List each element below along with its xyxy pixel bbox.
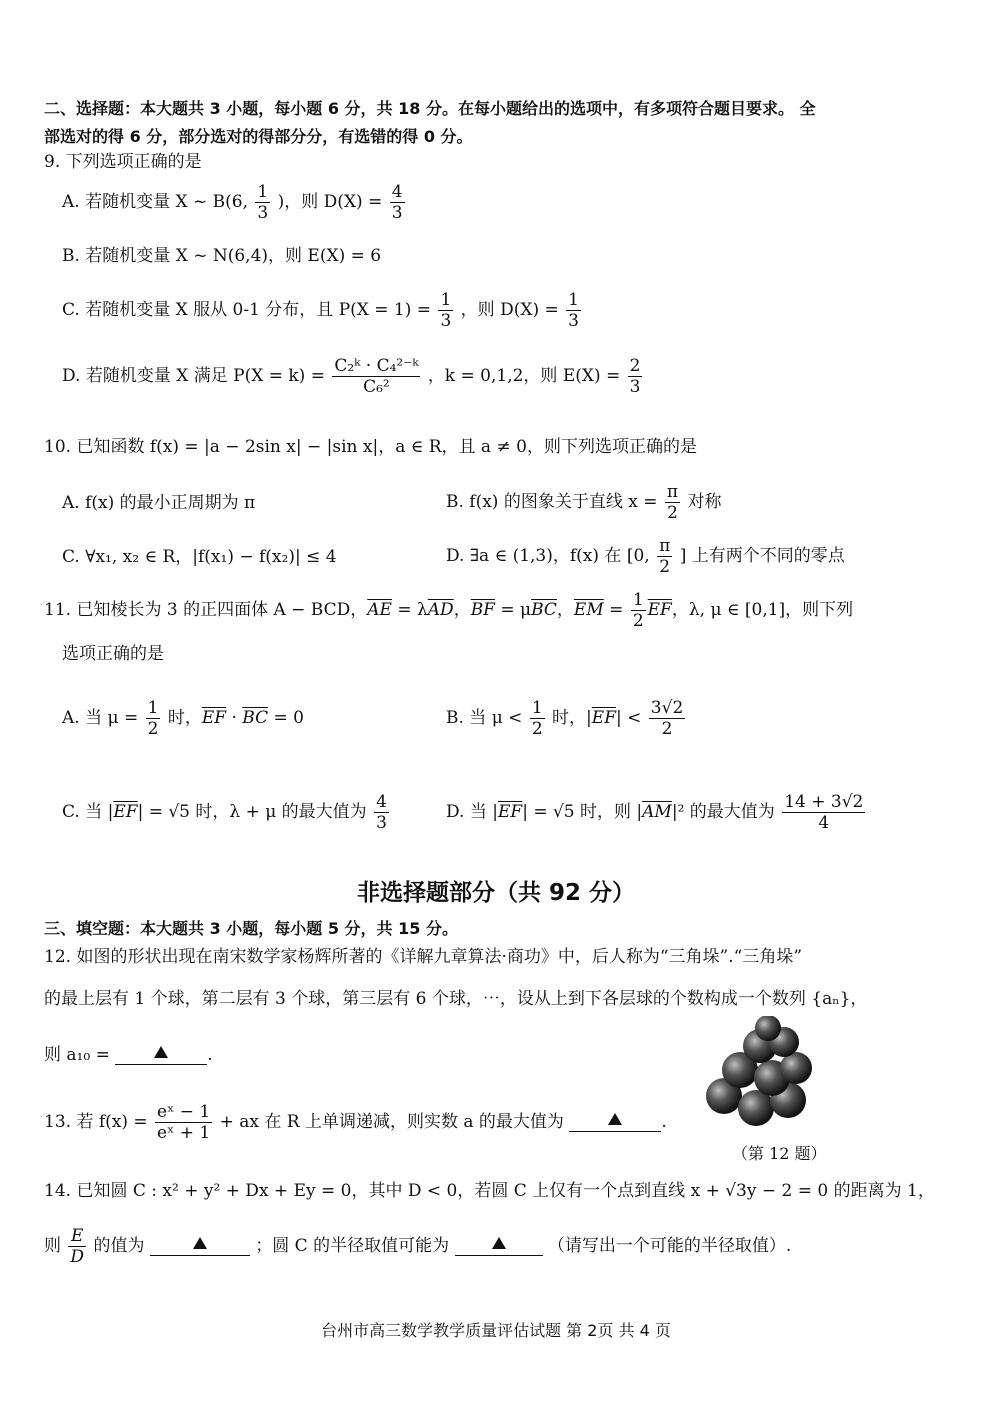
page-footer: 台州市高三数学教学质量评估试题 第 2页 共 4 页 bbox=[321, 1321, 671, 1340]
q9-option-b: B. 若随机变量 X ~ N(6,4)，则 E(X) = 6 bbox=[62, 246, 382, 266]
triangle-icon bbox=[608, 1113, 622, 1125]
q10-option-c: C. ∀x₁, x₂ ∈ R，|f(x₁) − f(x₂)| ≤ 4 bbox=[62, 547, 337, 567]
section-3-header: 三、填空题：本大题共 3 小题，每小题 5 分，共 15 分。 bbox=[44, 919, 458, 938]
q10-option-a: A. f(x) 的最小正周期为 π bbox=[62, 493, 256, 513]
q14-line2: 则 $\frac{E}{D}$ 的值为 ；圆 C 的半径取值可能为 （请写出一个可能的半径取值）. bbox=[44, 1226, 792, 1267]
triangle-icon bbox=[193, 1237, 207, 1249]
q13: 13. 若 f(x) = $\frac{\text{eˣ − 1}}{\text{eˣ + 1}}$ + ax 在 R 上单调递减，则实数 a 的最大值为 . bbox=[44, 1102, 667, 1143]
q14-answer-blank-2[interactable] bbox=[455, 1237, 543, 1256]
q11-option-d: D. 当 $|\overline{EF}| = √5$ 时，则 $|\overline{AM}|^2$ 的最大值为 $\frac{14 + 3√2}{4}$ bbox=[446, 792, 864, 833]
q14-answer-blank-1[interactable] bbox=[150, 1237, 250, 1256]
q9-stem: 9. 下列选项正确的是 bbox=[44, 152, 202, 172]
q10-option-d: D. ∃a ∈ (1,3)，f(x) 在 [0, $\frac{\pi}{2}$ ] 上有两个不同的零点 bbox=[446, 536, 845, 577]
q13-answer-blank[interactable] bbox=[569, 1113, 661, 1132]
q11-stem: 11. 已知棱长为 3 的正四面体 A − BCD，$\overline{AE} = \lambda\overline{AD}$，$\overline{BF} = \mu\overline{BC}$，$\overline{EM}$ = $\frac{1}{2}$ $\overline{EF}$，λ, μ ∈ [0,1]，则下列 bbox=[44, 590, 854, 631]
q14-line1: 14. 已知圆 C : x² + y² + Dx + Ey = 0，其中 D < 0，若圆 C 上仅有一个点到直线 x + √3y − 2 = 0 的距离为 1， bbox=[44, 1181, 935, 1201]
ball-pile bbox=[706, 1016, 812, 1126]
q12-answer-blank[interactable] bbox=[115, 1046, 207, 1065]
q11-option-a: A. 当 μ = $\frac{1}{2}$ 时，$\overline{EF} \cdot \overline{BC} = 0$ bbox=[62, 698, 304, 739]
triangle-icon bbox=[492, 1237, 506, 1249]
q12-line1: 12. 如图的形状出现在南宋数学家杨辉所著的《详解九章算法·商功》中，后人称为“三角垛”.“三角垛” bbox=[44, 947, 803, 967]
section-2-header-line2: 部选对的得 6 分，部分选对的得部分分，有选错的得 0 分。 bbox=[44, 127, 473, 146]
figure-caption: （第 12 题） bbox=[732, 1144, 827, 1163]
q10-stem: 10. 已知函数 f(x) = |a − 2sin x| − |sin x|，a ∈ R，且 a ≠ 0，则下列选项正确的是 bbox=[44, 437, 697, 457]
q9-option-c: C. 若随机变量 X 服从 0-1 分布，且 P(X = 1) = $\frac{1}{3}$ ，则 D(X) = $\frac{1}{3}$ bbox=[62, 290, 579, 331]
q11-option-b: B. 当 μ < $\frac{1}{2}$ 时，$|\overline{EF}|$ < $\frac{3√2}{2}$ bbox=[446, 698, 684, 739]
q9-option-a: A. 若随机变量 X ~ B(6, $\frac{1}{3}$ )，则 D(X) = $\frac{4}{3}$ bbox=[62, 182, 403, 223]
q11-stem-line2: 选项正确的是 bbox=[62, 644, 164, 664]
q9-option-d: D. 若随机变量 X 满足 P(X = k) = $\frac{\text{C₂ᵏ · C₄²⁻ᵏ}}{\text{C₆²}}$ ，k = 0,1,2，则 E(X) = $\frac{2}{3}$ bbox=[62, 356, 641, 397]
q12-line3: 则 a₁₀ = . bbox=[44, 1045, 213, 1065]
triangular-pile-figure bbox=[700, 1016, 820, 1136]
section-2-header-line1: 二、选择题：本大题共 3 小题，每小题 6 分，共 18 分。在每小题给出的选项中，有多项符合题目要求。 全 bbox=[44, 99, 816, 118]
part2-title: 非选择题部分（共 92 分） bbox=[356, 880, 636, 906]
q11-option-c: C. 当 $|\overline{EF}| = √5$ 时，λ + μ 的最大值为 $\frac{4}{3}$ bbox=[62, 792, 387, 833]
q12-line2: 的最上层有 1 个球，第二层有 3 个球，第三层有 6 个球，⋯，设从上到下各层球的个数构成一个数列 {aₙ}， bbox=[44, 989, 868, 1009]
triangle-icon bbox=[154, 1046, 168, 1058]
q10-option-b: B. f(x) 的图象关于直线 x = $\frac{\pi}{2}$ 对称 bbox=[446, 482, 722, 523]
